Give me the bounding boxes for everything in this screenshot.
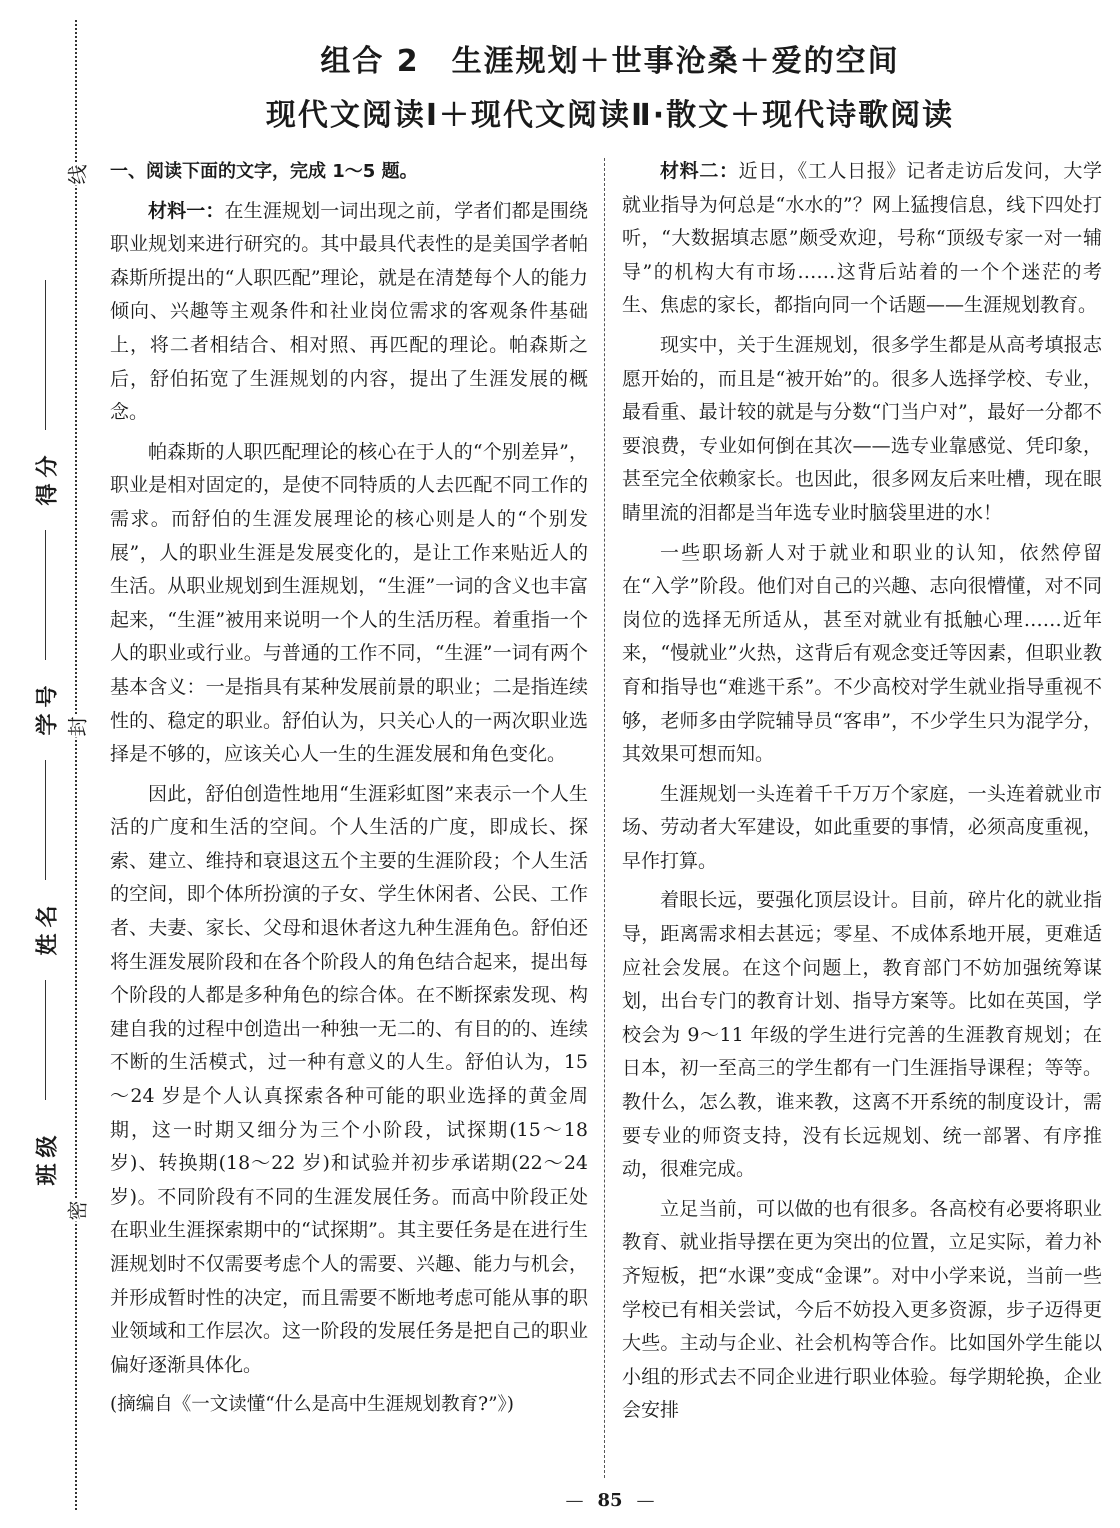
material-1-source: (摘编自《一文读懂“什么是高中生涯规划教育?”》) <box>110 1394 515 1416</box>
question-heading: 一、阅读下面的文字，完成 1～5 题。 <box>110 161 418 182</box>
material-2-paragraph-6: 立足当前，可以做的也有很多。各高校有必要将职业教育、就业指导摆在更为突出的位置，立足实际，着力补齐短板，把“水课”变成“金课”。对中小学来说，当前一些学校已有相关尝试，今后不妨投入更多资源，步子迈得更大些。主动与企业、社会机构等合作。比如国外学生能以小组的形式去不同企业进行职业体验。每学期轮换，企业会安排 <box>622 1197 1102 1422</box>
class-label: 班级 <box>35 1129 61 1186</box>
material-2-paragraph-4: 生涯规划一头连着千千万万个家庭，一头连着就业市场、劳动者大军建设，如此重要的事情，必须高度重视，早作打算。 <box>622 782 1102 872</box>
material-1-paragraph-2: 帕森斯的人职匹配理论的核心在于人的“个别差异”，职业是相对固定的，是使不同特质的人去匹配不同工作的需求。而舒伯的生涯发展理论的核心则是人的“个别发展”，人的职业生涯是发展变化的，是让工作来贴近人的生活。从职业规划到生涯规划，“生涯”一词的含义也丰富起来，“生涯”被用来说明一个人的生活历程。着重指一个人的职业或行业。与普通的工作不同，“生涯”一词有两个基本含义：一是指具有某种发展前景的职业；二是指连续性的、稳定的职业。舒伯认为，只关心人的一两次职业选择是不够的，应该关心人一生的生涯发展和角色变化。 <box>110 440 588 766</box>
student-id-label: 学号 <box>35 679 61 736</box>
material-2-paragraph-3: 一些职场新人对于就业和职业的认知，依然停留在“入学”阶段。他们对自己的兴趣、志向很懵懂，对不同岗位的选择无所适从，甚至对就业有抵触心理……近年来，“慢就业”火热，这背后有观念变迁等因素，但职业教育和指导也“难逃干系”。不少高校对学生就业指导重视不够，老师多由学院辅导员“客串”，不少学生只为混学分，其效果可想而知。 <box>622 541 1102 766</box>
left-column <box>110 155 588 1428</box>
column-divider <box>604 158 605 1478</box>
material-1-label: 材料一： <box>148 199 225 222</box>
section-titles <box>100 38 1120 140</box>
seal-char-secret: 密 <box>62 1200 91 1222</box>
material-1-paragraph-1: 材料一：在生涯规划一词出现之前，学者们都是围绕职业规划来进行研究的。其中最具代表性的是美国学者帕森斯所提出的“人职匹配”理论，就是在清楚每个人的能力倾向、兴趣等主观条件和社业岗位需求的客观条件基础上，将二者相结合、相对照、再匹配的理论。帕森斯之后，舒伯拓宽了生涯规划的内容，提出了生涯发展的概念。 <box>110 199 588 424</box>
name-label: 姓名 <box>35 899 61 956</box>
binding-margin <box>0 0 100 1528</box>
page-dash-left: — <box>565 1490 584 1511</box>
seal-char-line: 线 <box>62 164 91 186</box>
material-1-paragraph-3: 因此，舒伯创造性地用“生涯彩虹图”来表示一个人生活的广度和生活的空间。个人生活的广度，即成长、探索、建立、维持和衰退这五个主要的生涯阶段；个人生活的空间，即个体所扮演的子女、学生休闲者、公民、工作者、夫妻、家长、父母和退休者这九种生涯角色。舒伯还将生涯发展阶段和在各个阶段人的角色结合起来，提出每个阶段的人都是多种角色的综合体。在不断探索发现、构建自我的过程中创造出一种独一无二的、有目的的、连续不断的生活模式，过一种有意义的人生。舒伯认为，15～24 岁是个人认真探索各种可能的职业选择的黄金周期，这一时期又细分为三个小阶段，试探期(15～18 岁)、转换期(18～22 岁)和试验并初步承诺期(22～24 岁)。不同阶段有不同的生涯发展任务。而高中阶段正处在职业生涯探索期中的“试探期”。其主要任务是在进行生涯规划时不仅需要考虑个人的需要、兴趣、能力与机会，并形成暂时性的决定，而且需要不断地考虑可能从事的职业领域和工作层次。这一阶段的发展任务是把自己的职业偏好逐渐具体化。 <box>110 782 588 1376</box>
field-line <box>45 280 46 430</box>
field-line <box>45 530 46 660</box>
material-2-paragraph-1: 材料二：近日，《工人日报》记者走访后发问，大学就业指导为何总是“水水的”？网上猛搜信息，线下四处打听，“大数据填志愿”颇受欢迎，号称“顶级专家一对一辅导”的机构大有市场……这背后站着的一个个迷茫的考生、焦虑的家长，都指向同一个话题——生涯规划教育。 <box>622 160 1102 317</box>
seal-dotted-line <box>75 20 77 1510</box>
title-line-2: 现代文阅读Ⅰ＋现代文阅读Ⅱ·散文＋现代诗歌阅读 <box>265 98 955 133</box>
seal-char-seal: 封 <box>62 716 91 738</box>
title-line-1: 组合 2 生涯规划＋世事沧桑＋爱的空间 <box>320 44 900 79</box>
material-2-paragraph-2: 现实中，关于生涯规划，很多学生都是从高考填报志愿开始的，而且是“被开始”的。很多人选择学校、专业，最看重、最计较的就是与分数“门当户对”，最好一分都不要浪费，专业如何倒在其次——选专业靠感觉、凭印象，甚至完全依赖家长。也因此，很多网友后来吐槽，现在眼睛里流的泪都是当年选专业时脑袋里进的水！ <box>622 333 1102 524</box>
page-dash-right: — <box>636 1490 655 1511</box>
field-line <box>45 760 46 880</box>
right-column <box>622 155 1102 1434</box>
material-2-paragraph-5: 着眼长远，要强化顶层设计。目前，碎片化的就业指导，距离需求相去甚远；零星、不成体系地开展，更难适应社会发展。在这个问题上，教育部门不妨加强统筹谋划，出台专门的教育计划、指导方案等。比如在英国，学校会为 9～11 年级的学生进行完善的生涯教育规划；在日本，初一至高三的学生都有一门生涯指导课程；等等。教什么，怎么教，谁来教，这离不开系统的制度设计，需要专业的师资支持，没有长远规划、统一部署、有序推动，很难完成。 <box>622 889 1102 1181</box>
material-2-label: 材料二： <box>660 160 739 182</box>
field-line <box>45 980 46 1100</box>
score-label: 得分 <box>35 449 61 506</box>
page-number: — 85 — <box>565 1490 655 1511</box>
